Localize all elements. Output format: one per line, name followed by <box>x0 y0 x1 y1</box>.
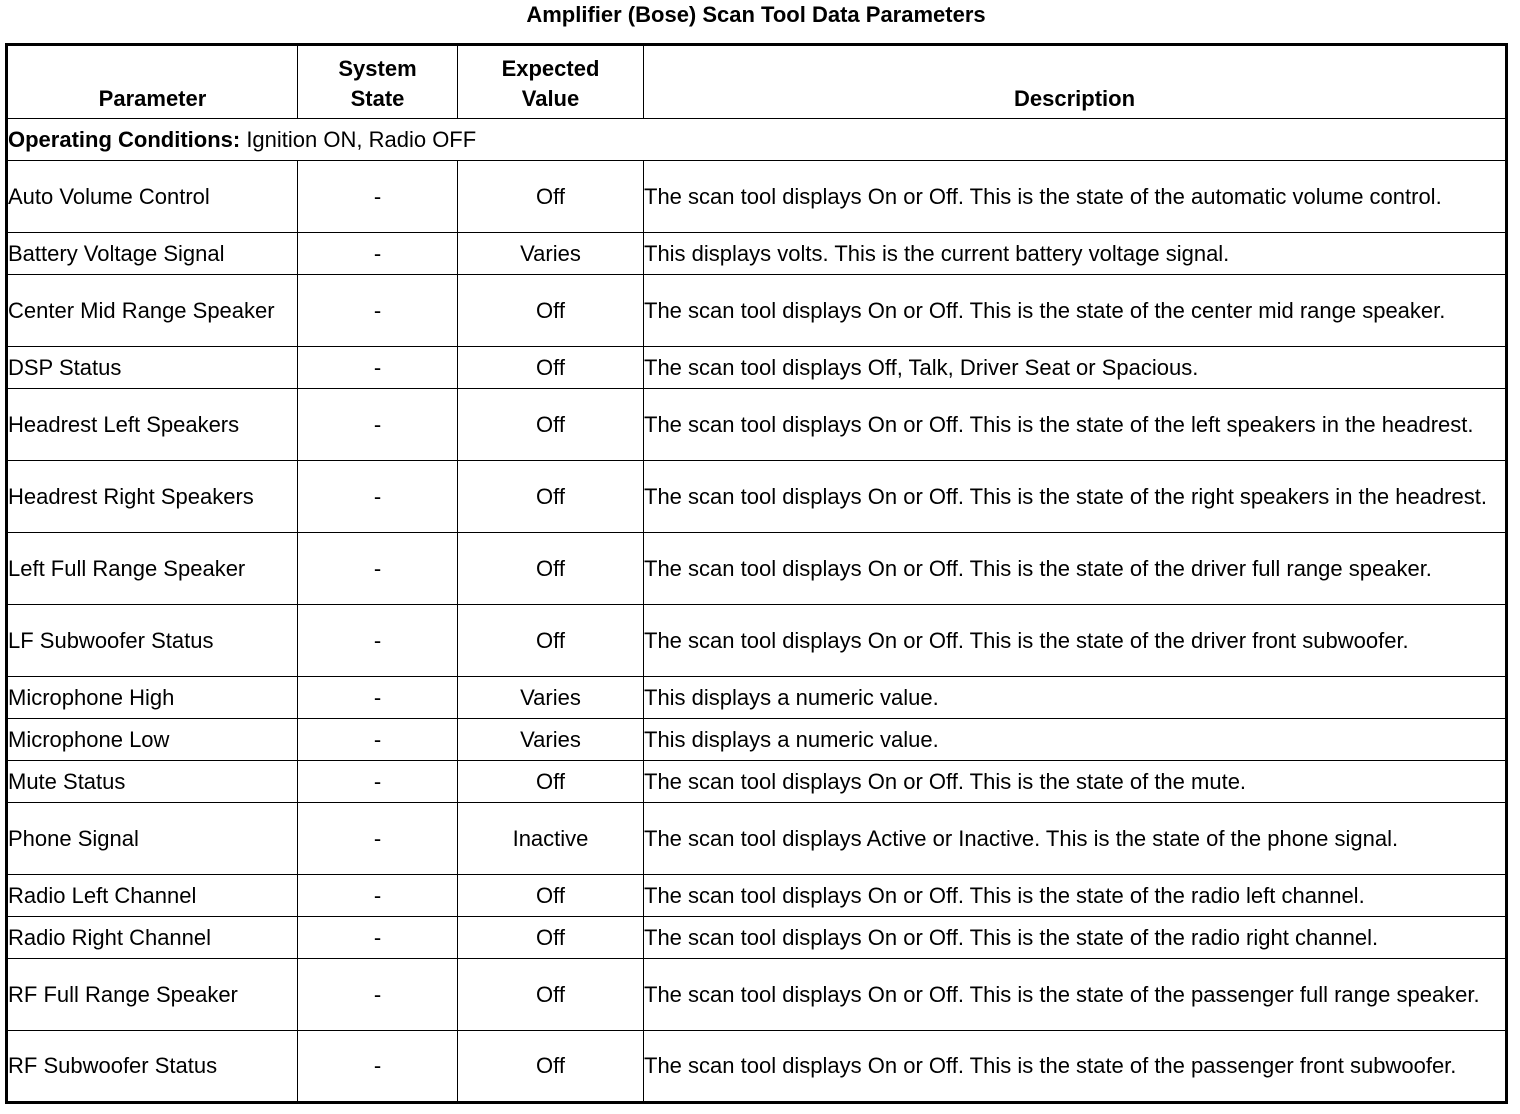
cell-parameter: Phone Signal <box>7 803 298 875</box>
cell-system-state: - <box>298 533 458 605</box>
table-row <box>7 233 1507 275</box>
cell-expected-value: Off <box>458 275 644 347</box>
cell-expected-value: Varies <box>458 677 644 719</box>
cell-expected-value: Off <box>458 917 644 959</box>
cell-description: The scan tool displays On or Off. This is the state of the center mid range speaker. <box>644 275 1507 347</box>
cell-expected-value: Off <box>458 959 644 1031</box>
header-row <box>7 45 1507 119</box>
cell-expected-value: Off <box>458 389 644 461</box>
cell-parameter: Headrest Right Speakers <box>7 461 298 533</box>
cell-system-state: - <box>298 275 458 347</box>
cell-parameter: Left Full Range Speaker <box>7 533 298 605</box>
operating-conditions-row <box>7 119 1507 161</box>
cell-expected-value: Varies <box>458 719 644 761</box>
cell-system-state: - <box>298 347 458 389</box>
table-row <box>7 677 1507 719</box>
table-row <box>7 161 1507 233</box>
cell-parameter: Radio Right Channel <box>7 917 298 959</box>
cell-description: The scan tool displays On or Off. This is the state of the radio left channel. <box>644 875 1507 917</box>
cell-description: The scan tool displays On or Off. This is the state of the automatic volume control. <box>644 161 1507 233</box>
cell-system-state: - <box>298 761 458 803</box>
page-title: Amplifier (Bose) Scan Tool Data Parameters <box>526 2 986 27</box>
table-row <box>7 1031 1507 1103</box>
cell-description: The scan tool displays On or Off. This is the state of the passenger front subwoofer. <box>644 1031 1507 1103</box>
cell-description: This displays volts. This is the current battery voltage signal. <box>644 233 1507 275</box>
cell-system-state: - <box>298 719 458 761</box>
cell-parameter: Headrest Left Speakers <box>7 389 298 461</box>
cell-parameter: RF Subwoofer Status <box>7 1031 298 1103</box>
cell-system-state: - <box>298 389 458 461</box>
cell-parameter: LF Subwoofer Status <box>7 605 298 677</box>
table-row <box>7 803 1507 875</box>
cell-expected-value: Off <box>458 605 644 677</box>
column-header-parameter: Parameter <box>7 45 298 119</box>
cell-parameter: RF Full Range Speaker <box>7 959 298 1031</box>
table-row <box>7 347 1507 389</box>
cell-expected-value: Off <box>458 761 644 803</box>
column-header-system-state-line-2: State <box>350 86 405 111</box>
table-row <box>7 875 1507 917</box>
cell-parameter: Center Mid Range Speaker <box>7 275 298 347</box>
cell-system-state: - <box>298 605 458 677</box>
cell-expected-value: Off <box>458 461 644 533</box>
cell-expected-value: Off <box>458 347 644 389</box>
cell-description: The scan tool displays On or Off. This is the state of the right speakers in the headrest. <box>644 461 1507 533</box>
cell-expected-value: Off <box>458 875 644 917</box>
cell-system-state: - <box>298 803 458 875</box>
operating-conditions-label: Operating Conditions: <box>8 126 241 152</box>
cell-system-state: - <box>298 233 458 275</box>
cell-system-state: - <box>298 161 458 233</box>
cell-system-state: - <box>298 1031 458 1103</box>
cell-description: The scan tool displays On or Off. This is the state of the driver front subwoofer. <box>644 605 1507 677</box>
cell-expected-value: Varies <box>458 233 644 275</box>
column-header-expected-value <box>458 45 644 119</box>
table-row <box>7 917 1507 959</box>
column-header-expected-value-line-1: Expected <box>501 56 600 81</box>
cell-description: The scan tool displays On or Off. This is the state of the passenger full range speaker. <box>644 959 1507 1031</box>
cell-system-state: - <box>298 875 458 917</box>
cell-parameter: Microphone Low <box>7 719 298 761</box>
cell-parameter: Mute Status <box>7 761 298 803</box>
table-row <box>7 719 1507 761</box>
cell-description: The scan tool displays Off, Talk, Driver Seat or Spacious. <box>644 347 1507 389</box>
column-header-system-state-line-1: System <box>338 56 417 81</box>
cell-system-state: - <box>298 677 458 719</box>
cell-expected-value: Off <box>458 533 644 605</box>
cell-parameter: Radio Left Channel <box>7 875 298 917</box>
column-header-expected-value-line-2: Value <box>521 86 580 111</box>
table-row <box>7 533 1507 605</box>
cell-parameter: Auto Volume Control <box>7 161 298 233</box>
cell-description: The scan tool displays On or Off. This is the state of the radio right channel. <box>644 917 1507 959</box>
cell-parameter: Battery Voltage Signal <box>7 233 298 275</box>
cell-expected-value: Off <box>458 161 644 233</box>
table-row <box>7 275 1507 347</box>
cell-expected-value: Off <box>458 1031 644 1103</box>
cell-system-state: - <box>298 461 458 533</box>
cell-description: The scan tool displays On or Off. This is the state of the left speakers in the headrest. <box>644 389 1507 461</box>
scan-tool-data-table <box>5 43 1508 1104</box>
cell-system-state: - <box>298 959 458 1031</box>
cell-description: The scan tool displays On or Off. This is the state of the mute. <box>644 761 1507 803</box>
cell-description: The scan tool displays Active or Inactive. This is the state of the phone signal. <box>644 803 1507 875</box>
cell-description: The scan tool displays On or Off. This is the state of the driver full range speaker. <box>644 533 1507 605</box>
cell-parameter: DSP Status <box>7 347 298 389</box>
column-header-system-state <box>298 45 458 119</box>
cell-expected-value: Inactive <box>458 803 644 875</box>
operating-conditions-cell <box>7 119 1507 161</box>
table-row <box>7 761 1507 803</box>
column-header-description: Description <box>644 45 1507 119</box>
cell-parameter: Microphone High <box>7 677 298 719</box>
cell-description: This displays a numeric value. <box>644 719 1507 761</box>
table-row <box>7 461 1507 533</box>
table-row <box>7 389 1507 461</box>
table-row <box>7 605 1507 677</box>
operating-conditions-text: Ignition ON, Radio OFF <box>240 126 477 152</box>
cell-description: This displays a numeric value. <box>644 677 1507 719</box>
cell-system-state: - <box>298 917 458 959</box>
table-row <box>7 959 1507 1031</box>
